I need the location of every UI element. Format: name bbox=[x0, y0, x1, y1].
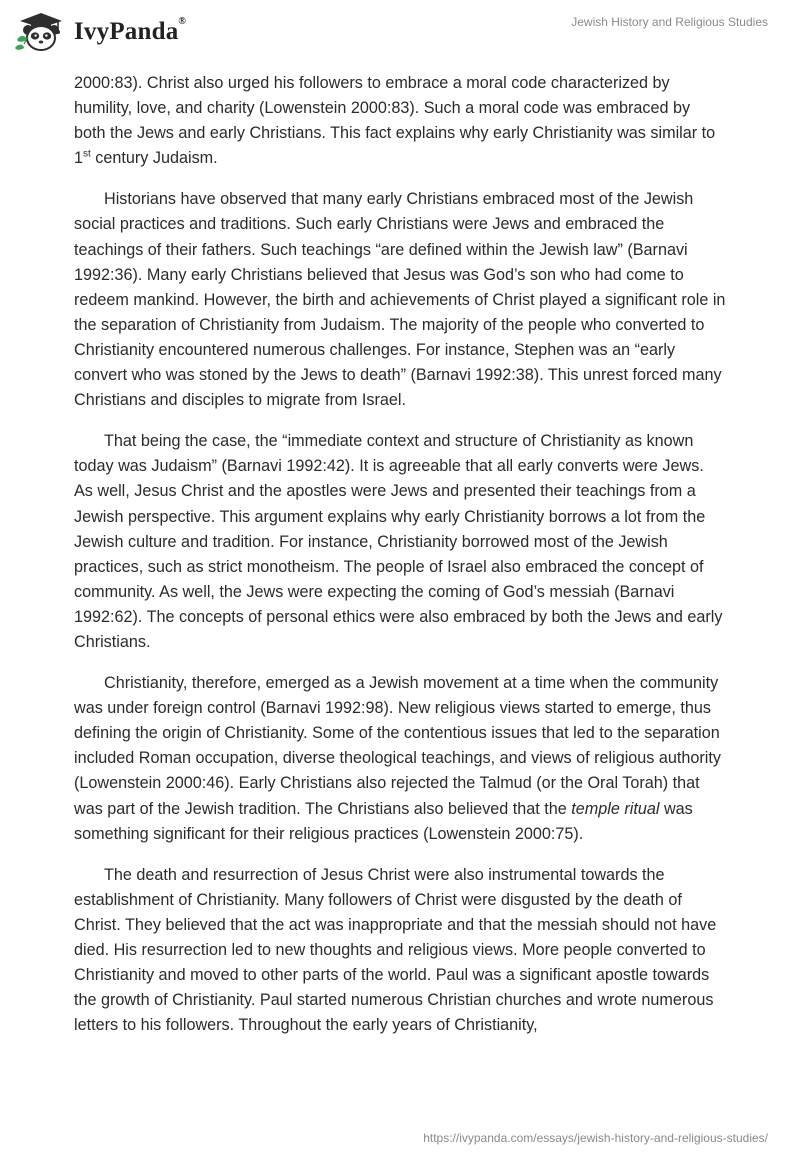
paragraph-4-text-a: Christianity, therefore, emerged as a Jewish movement at a time when the community was under foreign control (Barnavi 1992:98). New religious views started to emerge, thus defining the origin of Christianity. Some of the contentious issues that led to the separation included Roman occupation, diverse theological teachings, and views of religious authority (Lowenstein 2000:46). Early Christians also rejected the Talmud (or the Oral Torah) that was part of the Jewish tradition. The Christians also believed that the bbox=[74, 674, 721, 818]
logo-wordmark bbox=[74, 18, 186, 46]
panda-graduate-icon bbox=[14, 10, 68, 54]
essay-body bbox=[74, 71, 726, 1054]
paragraph-1 bbox=[74, 71, 726, 171]
page-header bbox=[0, 0, 800, 70]
logo-text: IvyPanda bbox=[74, 18, 179, 45]
paragraph-3: That being the case, the “immediate context and structure of Christianity as known today was Judaism” (Barnavi 1992:42). It is agreeable that all early converts were Jews. As well, Jesus Christ and the apostles were Jews and presented their teachings from a Jewish perspective. This argument explains why early Christianity borrows a lot from the Jewish culture and tradition. For instance, Christianity borrowed most of the Jewish practices, such as strict monotheism. The people of Israel also embraced the concept of community. As well, the Jews were expecting the coming of God’s messiah (Barnavi 1992:62). The concepts of personal ethics were also embraced by both the Jews and early Christians. bbox=[74, 432, 723, 651]
paragraph-4 bbox=[74, 671, 726, 847]
paragraph-1-text-b: century Judaism. bbox=[90, 149, 218, 168]
source-url-link[interactable]: https://ivypanda.com/essays/jewish-history-and-religious-studies/ bbox=[423, 1131, 768, 1145]
paragraph-1-text-a: 2000:83). Christ also urged his followers to embrace a moral code characterized by humility, love, and charity (Lowenstein 2000:83). Such a moral code was embraced by both the Jews and early Christians. This fact explains why early Christianity was similar to 1 bbox=[74, 74, 716, 168]
paragraph-4-text-b: was something significant for their religious practices (Lowenstein 2000:75). bbox=[74, 799, 693, 843]
ordinal-superscript: st bbox=[83, 148, 91, 160]
ivypanda-logo[interactable] bbox=[14, 10, 186, 54]
running-title: Jewish History and Religious Studies bbox=[571, 15, 768, 29]
registered-mark: ® bbox=[178, 16, 187, 27]
italic-term: temple ritual bbox=[571, 799, 660, 818]
paragraph-2: Historians have observed that many early Christians embraced most of the Jewish social practices and traditions. Such early Christians were Jews and embraced the teachings of their fathers. Such teachings “are defined within the Jewish law” (Barnavi 1992:36). Many early Christians believed that Jesus was God’s son who had come to redeem mankind. However, the birth and achievements of Christ played a significant role in the separation of Christianity from Judaism. The majority of the people who converted to Christianity encountered numerous challenges. For instance, Stephen was an “early convert who was stoned by the Jews to death” (Barnavi 1992:38). This unrest forced many Christians and disciples to migrate from Israel. bbox=[74, 190, 726, 410]
paragraph-5: The death and resurrection of Jesus Christ were also instrumental towards the establishment of Christianity. Many followers of Christ were disgusted by the death of Christ. They believed that the act was inappropriate and that the messiah should not have died. His resurrection led to new thoughts and religious views. More people converted to Christianity and moved to other parts of the world. Paul was a significant apostle towards the growth of Christianity. Paul started numerous Christian churches and wrote numerous letters to his followers. Throughout the early years of Christianity, bbox=[74, 865, 717, 1035]
